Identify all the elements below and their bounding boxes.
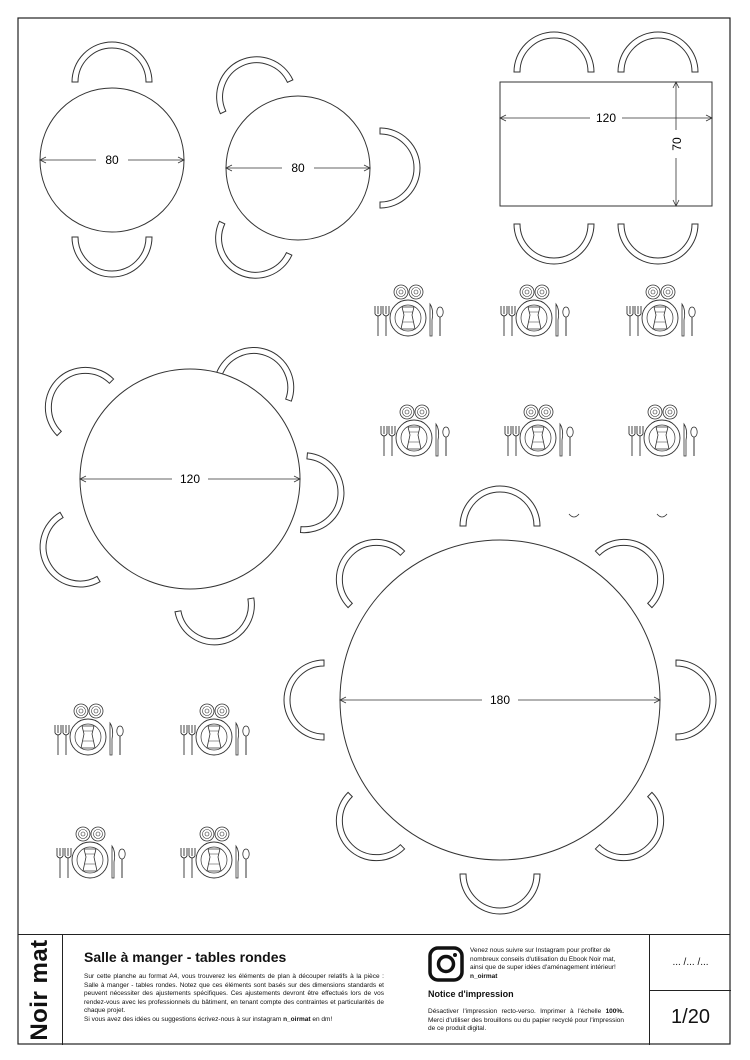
round-table-80-two-chairs — [40, 42, 184, 277]
footer — [18, 934, 730, 1045]
page-number: 1/20 — [671, 1006, 710, 1028]
brand-name: Noir mat — [26, 939, 53, 1041]
dimension-label: 80 — [105, 153, 119, 167]
instagram-icon — [428, 946, 464, 982]
dimension-label: 120 — [179, 472, 201, 486]
notice-title: Notice d'impression — [428, 989, 514, 999]
fragment-mark — [657, 514, 667, 517]
round-table-120-five-chairs — [25, 336, 347, 651]
dimension-label: 70 — [670, 137, 684, 151]
notice-text: Désactiver l'impression recto-verso. Imprimer à l'échelle 100%. Merci d'utiliser des brouillons ou du papier recyclé pour l'impression de ce produit digital. — [428, 1008, 624, 1033]
brand-block — [18, 935, 63, 1045]
print-notice — [428, 989, 624, 1034]
round-table-80-three-chairs — [202, 44, 420, 292]
fragment-mark — [569, 514, 579, 517]
dimension-label: 120 — [595, 111, 617, 125]
description-block — [84, 949, 384, 1025]
round-table-180-eight-chairs — [284, 486, 716, 914]
dimension-label: 80 — [291, 161, 305, 175]
rect-table-120x70 — [500, 32, 712, 264]
date-field: ... /... /... — [650, 935, 731, 991]
instagram-text: Venez nous suivre sur Instagram pour profiter de nombreux conseils d'utilisation du Ebook Noir mat, ainsi que de super idées d'aménagement intérieur! n_oirmat — [470, 947, 616, 980]
meta-block — [649, 935, 731, 1045]
sheet-description: Sur cette planche au format A4, vous trouverez les éléments de plan à découper relatifs à la pièce : Salle à manger - tables rondes. Notez que ces éléments sont basés sur des dimensions standards et peuvent nécessiter des ajustements spécifiques. Ces ajustements devront être effectués lors de vos rendez-vous avec les professionnels du bâtiment, en tenant compte des contraintes et particularités de chaque projet. Si vous avez des idées ou suggestions écrivez-nous à sur instagram n_oirmat en dm! — [84, 973, 384, 1023]
sheet-title: Salle à manger - tables rondes — [84, 949, 287, 965]
dimension-label: 180 — [489, 693, 511, 707]
